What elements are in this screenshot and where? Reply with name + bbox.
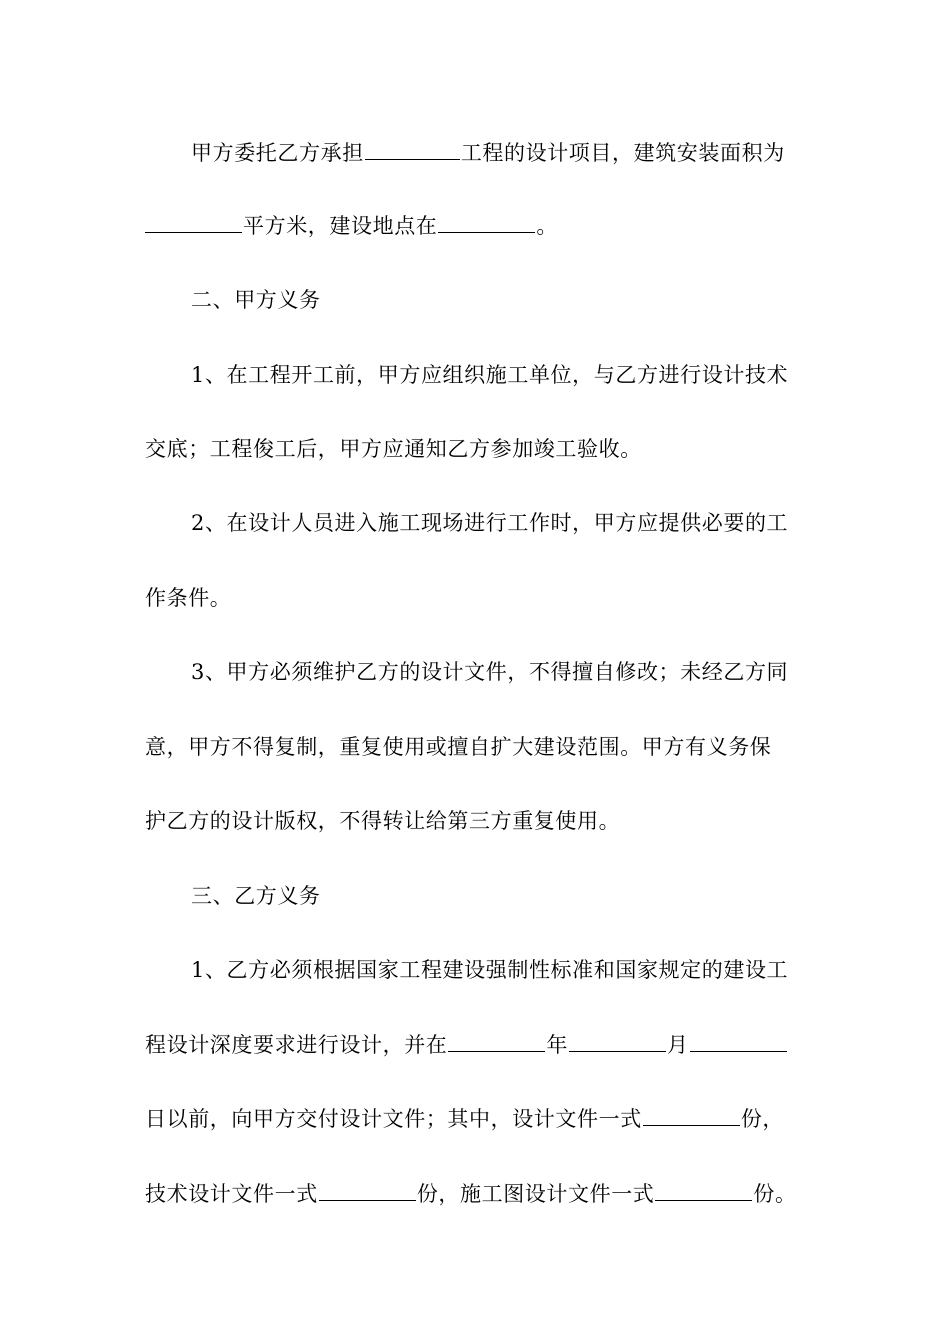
text-segment: 工程的设计项目，建筑安装面积为 [460, 141, 785, 165]
text-segment: 2、在设计人员进入施工现场进行工作时，甲方应提供必要的工 [191, 511, 789, 535]
text-segment: 甲方委托乙方承担 [191, 141, 364, 165]
text-segment: 份，施工图设计文件一式 [416, 1182, 655, 1206]
text-segment: 份。 [753, 1182, 797, 1206]
text-segment: 护乙方的设计版权，不得转让给第三方重复使用。 [145, 809, 621, 833]
text-segment: 年 [546, 1033, 569, 1057]
paragraph-line-15 [0, 1178, 950, 1210]
text-segment: 3、甲方必须维护乙方的设计文件，不得擅自修改；未经乙方同 [191, 660, 789, 684]
paragraph-line-5 [0, 433, 950, 465]
paragraph-line-14 [0, 1103, 950, 1135]
fill-in-blank[interactable] [438, 212, 535, 233]
text-segment: 意，甲方不得复制，重复使用或擅自扩大建设范围。甲方有义务保 [145, 735, 772, 759]
paragraph-line-2 [0, 210, 950, 242]
fill-in-blank-day[interactable] [690, 1031, 787, 1052]
text-segment: 。 [536, 214, 559, 238]
text-segment: 二、甲方义务 [191, 288, 321, 312]
text-segment: 程设计深度要求进行设计，并在 [145, 1033, 448, 1057]
text-segment: 日以前，向甲方交付设计文件；其中，设计文件一式 [145, 1107, 642, 1131]
paragraph-line-12 [0, 954, 950, 986]
text-segment: 交底；工程俊工后，甲方应通知乙方参加竣工验收。 [145, 437, 642, 461]
section-heading-party-a-obligations [0, 284, 950, 316]
text-segment: 技术设计文件一式 [145, 1182, 318, 1206]
fill-in-blank-technical-copies[interactable] [319, 1180, 416, 1201]
paragraph-line-13 [0, 1029, 950, 1061]
fill-in-blank[interactable] [365, 139, 460, 160]
paragraph-line-9 [0, 731, 950, 763]
text-segment: 三、乙方义务 [191, 884, 321, 908]
fill-in-blank[interactable] [145, 212, 242, 233]
text-segment: 1、乙方必须根据国家工程建设强制性标准和国家规定的建设工 [191, 958, 789, 982]
paragraph-line-4 [0, 359, 950, 391]
paragraph-line-6 [0, 507, 950, 539]
text-segment: 月 [667, 1033, 689, 1057]
fill-in-blank-year[interactable] [448, 1031, 545, 1052]
paragraph-line-8 [0, 656, 950, 688]
paragraph-line-1 [0, 137, 950, 169]
paragraph-line-10 [0, 805, 950, 837]
text-segment: 1、在工程开工前，甲方应组织施工单位，与乙方进行设计技术 [191, 363, 789, 387]
text-segment: 作条件。 [145, 586, 232, 610]
fill-in-blank-copies[interactable] [643, 1105, 740, 1126]
fill-in-blank-drawing-copies[interactable] [655, 1180, 752, 1201]
text-segment: 份， [740, 1107, 785, 1131]
text-segment: 平方米，建设地点在 [243, 214, 438, 238]
section-heading-party-b-obligations [0, 880, 950, 912]
paragraph-line-7 [0, 582, 950, 614]
fill-in-blank-month[interactable] [569, 1031, 666, 1052]
